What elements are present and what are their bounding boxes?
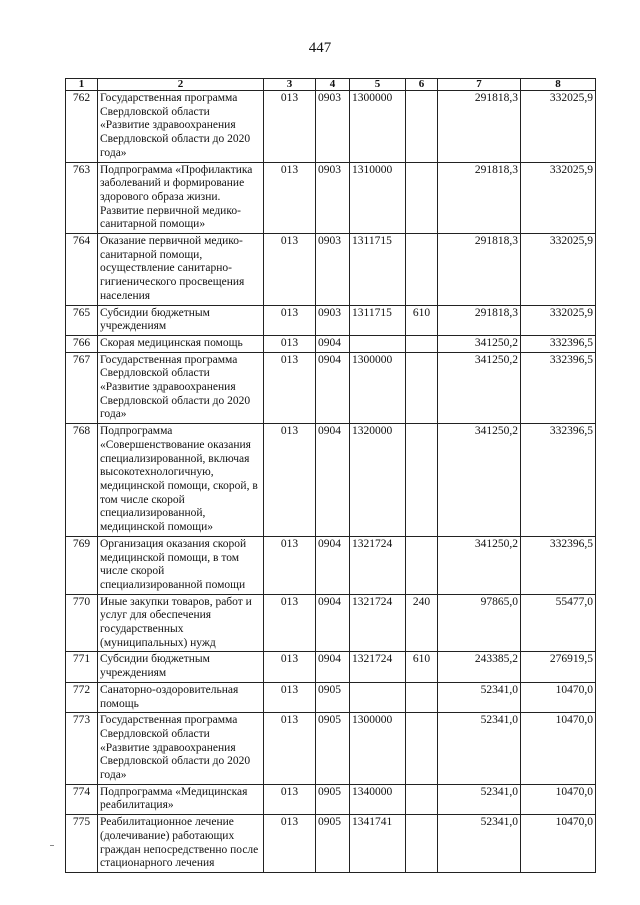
header-row (66, 79, 596, 91)
row-code-3: 013 (264, 682, 316, 712)
column-header: 6 (406, 79, 438, 91)
row-code-5: 1311715 (350, 305, 406, 335)
row-code-4: 0904 (316, 536, 350, 594)
row-amount-8: 55477,0 (521, 594, 596, 652)
row-number: 773 (66, 713, 98, 785)
row-code-4: 0903 (316, 234, 350, 306)
row-amount-8: 10470,0 (521, 713, 596, 785)
column-header: 1 (66, 79, 98, 91)
row-number: 762 (66, 91, 98, 163)
row-amount-8: 332025,9 (521, 305, 596, 335)
row-code-5: 1300000 (350, 352, 406, 424)
column-header: 7 (438, 79, 521, 91)
row-amount-8: 332025,9 (521, 91, 596, 163)
row-number: 769 (66, 536, 98, 594)
column-header: 3 (264, 79, 316, 91)
row-code-4: 0905 (316, 815, 350, 873)
row-number: 767 (66, 352, 98, 424)
row-amount-7: 52341,0 (438, 815, 521, 873)
row-code-5: 1300000 (350, 91, 406, 163)
table-row (66, 335, 596, 352)
row-number: 764 (66, 234, 98, 306)
row-amount-7: 97865,0 (438, 594, 521, 652)
row-amount-7: 52341,0 (438, 784, 521, 814)
table-row (66, 652, 596, 682)
row-code-3: 013 (264, 652, 316, 682)
table-row (66, 305, 596, 335)
table-row (66, 352, 596, 424)
row-amount-8: 10470,0 (521, 784, 596, 814)
row-name: Скорая медицинская помощь (98, 335, 264, 352)
row-name: Организация оказания скорой медицинской помощи, в том числе скорой специализированной помощи (98, 536, 264, 594)
row-amount-7: 291818,3 (438, 305, 521, 335)
row-name: Иные закупки товаров, работ и услуг для обеспечения государственных (муниципальных) нужд (98, 594, 264, 652)
row-amount-7: 243385,2 (438, 652, 521, 682)
row-code-6: 610 (406, 652, 438, 682)
row-code-3: 013 (264, 305, 316, 335)
row-code-4: 0904 (316, 652, 350, 682)
budget-table (65, 78, 596, 873)
row-name: Оказание первичной медико-санитарной помощи, осуществление санитарно-гигиенического просвещения населения (98, 234, 264, 306)
column-header: 8 (521, 79, 596, 91)
row-code-3: 013 (264, 91, 316, 163)
row-number: 770 (66, 594, 98, 652)
row-code-5 (350, 682, 406, 712)
row-code-4: 0904 (316, 594, 350, 652)
row-code-5: 1321724 (350, 536, 406, 594)
row-amount-8: 332396,5 (521, 335, 596, 352)
row-code-6 (406, 335, 438, 352)
row-code-3: 013 (264, 713, 316, 785)
row-amount-7: 291818,3 (438, 234, 521, 306)
row-code-5: 1341741 (350, 815, 406, 873)
row-code-3: 013 (264, 536, 316, 594)
row-code-5: 1311715 (350, 234, 406, 306)
row-code-3: 013 (264, 162, 316, 234)
row-code-6 (406, 424, 438, 537)
row-code-4: 0905 (316, 713, 350, 785)
row-amount-7: 291818,3 (438, 162, 521, 234)
row-amount-7: 52341,0 (438, 682, 521, 712)
row-code-4: 0904 (316, 335, 350, 352)
row-name: Подпрограмма «Совершенствование оказания специализированной, включая высокотехнологичную, медицинской помощи, скорой, в том числе скорой специализированной, медицинской помощи» (98, 424, 264, 537)
row-code-6 (406, 536, 438, 594)
table-row (66, 91, 596, 163)
row-code-3: 013 (264, 815, 316, 873)
table-row (66, 713, 596, 785)
table-row (66, 682, 596, 712)
row-amount-8: 332396,5 (521, 424, 596, 537)
row-code-3: 013 (264, 335, 316, 352)
row-code-3: 013 (264, 784, 316, 814)
row-amount-8: 332396,5 (521, 536, 596, 594)
table-body (66, 91, 596, 873)
row-amount-8: 10470,0 (521, 815, 596, 873)
row-code-4: 0904 (316, 424, 350, 537)
row-code-4: 0903 (316, 162, 350, 234)
column-header: 4 (316, 79, 350, 91)
row-name: Субсидии бюджетным учреждениям (98, 305, 264, 335)
row-amount-8: 10470,0 (521, 682, 596, 712)
column-header: 2 (98, 79, 264, 91)
row-name: Государственная программа Свердловской области «Развитие здравоохранения Свердловской области до 2020 года» (98, 713, 264, 785)
table-row (66, 594, 596, 652)
row-amount-7: 341250,2 (438, 335, 521, 352)
table-row (66, 815, 596, 873)
table-row (66, 234, 596, 306)
row-name: Государственная программа Свердловской области «Развитие здравоохранения Свердловской области до 2020 года» (98, 352, 264, 424)
row-code-4: 0905 (316, 682, 350, 712)
row-code-5: 1321724 (350, 652, 406, 682)
row-name: Государственная программа Свердловской области «Развитие здравоохранения Свердловской области до 2020 года» (98, 91, 264, 163)
column-header: 5 (350, 79, 406, 91)
row-number: 768 (66, 424, 98, 537)
row-number: 765 (66, 305, 98, 335)
row-number: 772 (66, 682, 98, 712)
row-code-5: 1340000 (350, 784, 406, 814)
row-code-4: 0905 (316, 784, 350, 814)
row-code-3: 013 (264, 352, 316, 424)
row-name: Реабилитационное лечение (долечивание) работающих граждан непосредственно после стационарного лечения (98, 815, 264, 873)
page-number: 447 (308, 40, 332, 56)
row-amount-7: 341250,2 (438, 352, 521, 424)
row-code-4: 0903 (316, 91, 350, 163)
row-code-6: 240 (406, 594, 438, 652)
row-code-3: 013 (264, 234, 316, 306)
row-code-6 (406, 784, 438, 814)
row-code-6 (406, 815, 438, 873)
row-name: Санаторно-оздоровительная помощь (98, 682, 264, 712)
row-name: Подпрограмма «Медицинская реабилитация» (98, 784, 264, 814)
row-code-5: 1320000 (350, 424, 406, 537)
table-row (66, 536, 596, 594)
row-code-3: 013 (264, 594, 316, 652)
row-number: 763 (66, 162, 98, 234)
row-code-6 (406, 234, 438, 306)
table-row (66, 162, 596, 234)
row-code-6 (406, 162, 438, 234)
row-code-6 (406, 352, 438, 424)
row-code-5: 1321724 (350, 594, 406, 652)
row-number: 771 (66, 652, 98, 682)
row-amount-8: 276919,5 (521, 652, 596, 682)
row-code-5: 1300000 (350, 713, 406, 785)
row-amount-8: 332396,5 (521, 352, 596, 424)
row-name: Субсидии бюджетным учреждениям (98, 652, 264, 682)
row-code-6 (406, 713, 438, 785)
row-amount-8: 332025,9 (521, 162, 596, 234)
row-number: 774 (66, 784, 98, 814)
scan-mark (50, 845, 54, 846)
row-code-3: 013 (264, 424, 316, 537)
row-code-4: 0903 (316, 305, 350, 335)
row-code-6 (406, 682, 438, 712)
row-code-5: 1310000 (350, 162, 406, 234)
row-amount-7: 291818,3 (438, 91, 521, 163)
row-amount-7: 52341,0 (438, 713, 521, 785)
table-row (66, 784, 596, 814)
row-amount-8: 332025,9 (521, 234, 596, 306)
row-name: Подпрограмма «Профилактика заболеваний и формирование здорового образа жизни. Развитие первичной медико-санитарной помощи» (98, 162, 264, 234)
row-code-5 (350, 335, 406, 352)
row-amount-7: 341250,2 (438, 424, 521, 537)
table-row (66, 424, 596, 537)
row-amount-7: 341250,2 (438, 536, 521, 594)
row-code-6 (406, 91, 438, 163)
row-number: 766 (66, 335, 98, 352)
row-number: 775 (66, 815, 98, 873)
row-code-6: 610 (406, 305, 438, 335)
row-code-4: 0904 (316, 352, 350, 424)
